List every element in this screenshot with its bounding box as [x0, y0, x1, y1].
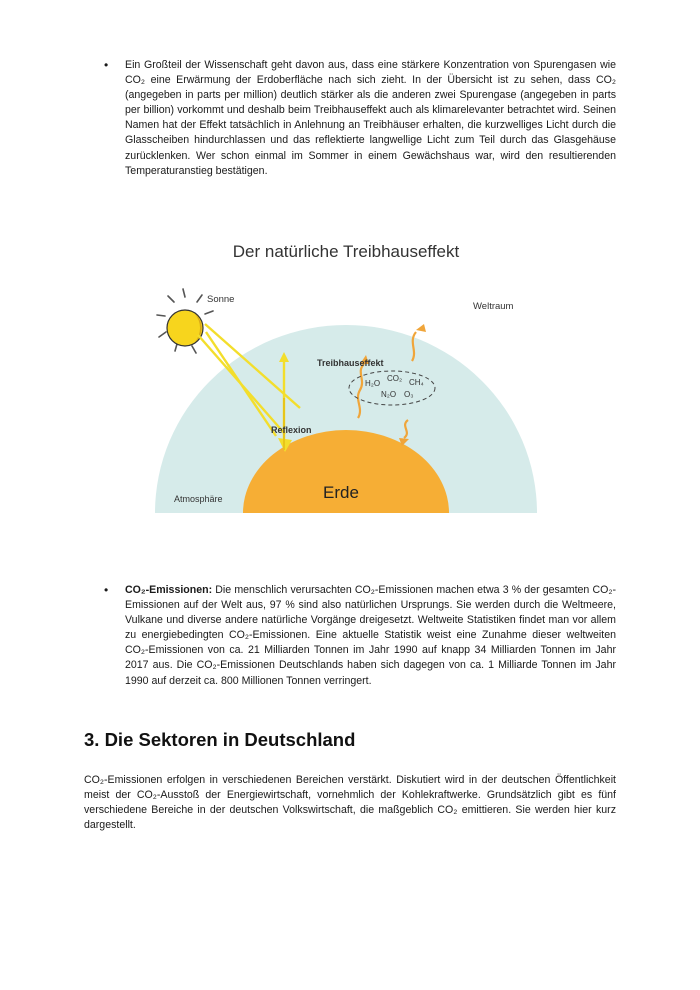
gas-o3: O₃: [404, 390, 414, 399]
earth-label: Erde: [323, 483, 359, 502]
reflection-label: Reflexion: [271, 425, 312, 435]
gas-h2o: H₂O: [365, 379, 381, 388]
atmosphere-label: Atmosphäre: [174, 494, 223, 504]
gas-n2o: N₂O: [381, 390, 397, 399]
bullet-greenhouse-gases: [84, 58, 616, 179]
bullet-dot: •: [104, 58, 109, 72]
greenhouse-label: Treibhauseffekt: [317, 358, 384, 368]
bullet-co2-heading: CO₂-Emissionen:: [125, 584, 213, 596]
bullet-greenhouse-text: Ein Großteil der Wissenschaft geht davon aus, dass eine stärkere Konzentration von Spurengasen wie CO₂ eine Erwärmung der Erdoberfläche nach sich zieht. In der Übersicht ist zu sehen, dass CO₂ (angegeben in parts per million) deutlich stärker als die anderen zwei Spurengase (angegeben in parts per billion) vorkommt und deshalb beim Treibhauseffekt auch als klimarelevanter betrachtet wird. Seinen Namen hat der Effekt tatsächlich in Anlehnung an Treibhäuser erhalten, die kurzwelliges Licht durch die Glasscheiben hindurchlassen und das reflektierte langwellige Licht zum Teil durch das Glasgehäuse zurücklenken. Wer schon einmal im Sommer in einem Gewächshaus war, wird den resultierenden Temperaturanstieg bestätigen.: [125, 59, 616, 177]
bullet-co2-emissions: [84, 583, 616, 689]
space-label: Weltraum: [473, 301, 514, 312]
bullet-dot: •: [104, 583, 109, 597]
figure-title: Der natürliche Treibhauseffekt: [232, 242, 460, 261]
gas-co2: CO₂: [387, 374, 403, 383]
greenhouse-effect-figure: [150, 238, 542, 518]
gas-ch4: CH₄: [409, 378, 424, 387]
section-heading: 3. Die Sektoren in Deutschland: [84, 729, 356, 750]
heat-ray-up-head: [416, 324, 426, 332]
bullet-co2-text: [125, 583, 616, 689]
sun-icon: [167, 310, 203, 346]
sun-label: Sonne: [207, 294, 235, 305]
figure-illustration: [150, 238, 542, 518]
bullet-co2-body: Die menschlich verursachten CO₂-Emissionen machen etwa 3 % der gesamten CO₂-Emissionen auf der Welt aus, 97 % sind also natürlichen Ursprungs. Sie werden durch die Weltmeere, Vulkane und diverse andere natürliche Vorgänge dreigesetzt. Weltweite Statistiken findet man vor allem zu energiebedingten CO₂-Emissionen. Eine aktuelle Statistik weist eine Zunahme dieser weltweiten CO₂-Emissionen von ca. 21 Milliarden Tonnen im Jahr 1990 auf knapp 34 Milliarden Tonnen im Jahr 2017 aus. Die CO₂-Emissionen Deutschlands haben sich dagegen von ca. 1 Milliarde Tonnen im Jahr 1990 auf derzeit ca. 800 Millionen Tonnen verringert.: [125, 584, 616, 687]
section-paragraph: CO₂-Emissionen erfolgen in verschiedenen Bereichen verstärkt. Diskutiert wird in der deutschen Öffentlichkeit meist der CO₂-Ausstoß der Energiewirtschaft, vornehmlich der Kohlekraftwerke. Grundsätzlich gibt es fünf verschiedene Bereiche in der deutschen Volkswirtschaft, die maßgeblich CO₂ emittieren. Sie werden hier kurz dargestellt.: [84, 774, 616, 832]
